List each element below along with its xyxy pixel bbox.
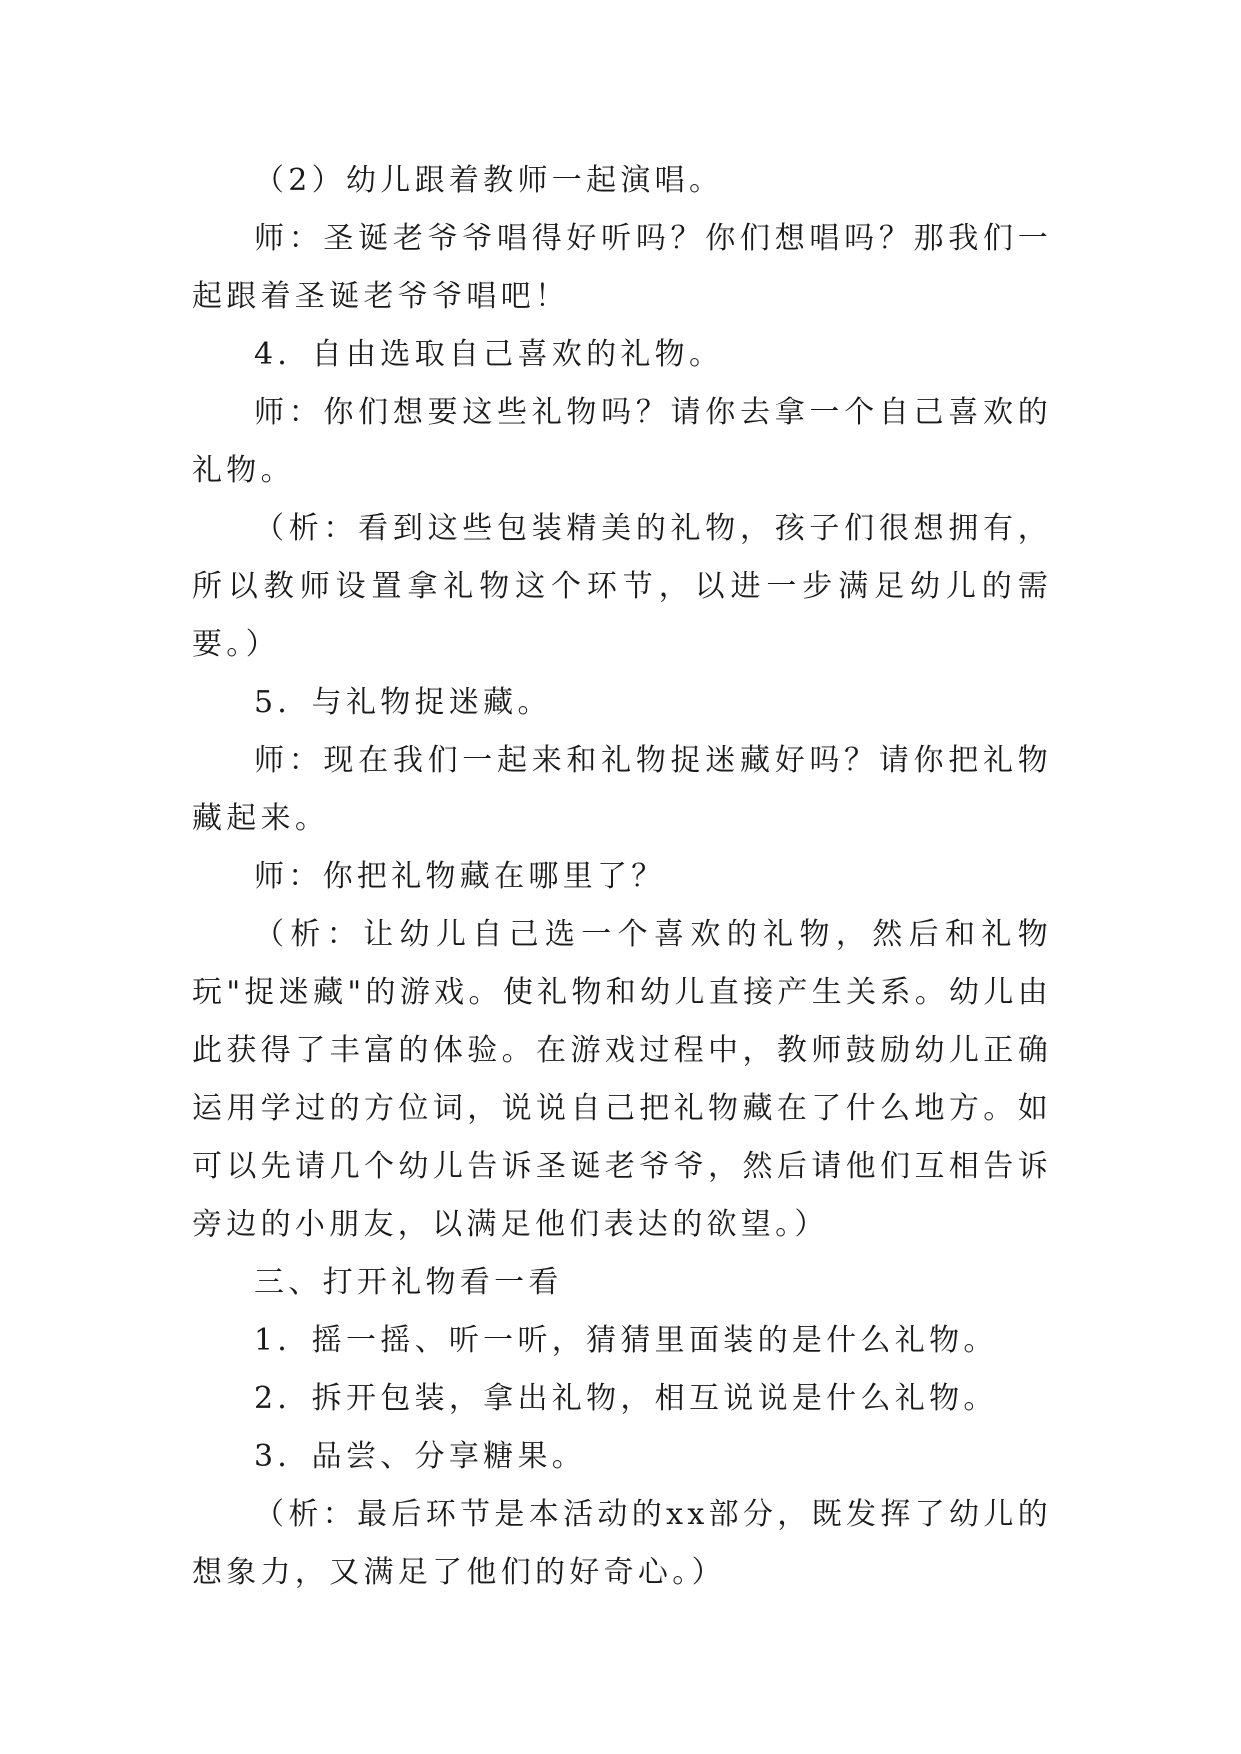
paragraph-step-4: 4．自由选取自己喜欢的礼物。 xyxy=(254,337,724,372)
paragraph-step-5: 5．与礼物捉迷藏。 xyxy=(254,685,552,720)
paragraph-singing: （2）幼儿跟着教师一起演唱。 xyxy=(254,163,724,198)
paragraph-item-3: 3．品尝、分享糖果。 xyxy=(254,1439,587,1474)
paragraph-item-2: 2．拆开包装，拿出礼物，相互说说是什么礼物。 xyxy=(254,1381,998,1416)
paragraph-teacher-hide: 师：现在我们一起来和礼物捉迷藏好吗？请你把礼物藏起来。 xyxy=(192,743,1052,836)
paragraph-analysis-1: （析：看到这些包装精美的礼物，孩子们很想拥有，所以教师设置拿礼物这个环节，以进一步满足幼儿的需要。） xyxy=(192,511,1052,662)
paragraph-analysis-3: （析：最后环节是本活动的xx部分，既发挥了幼儿的想象力，又满足了他们的好奇心。） xyxy=(192,1497,1052,1590)
paragraph-analysis-2: （析：让幼儿自己选一个喜欢的礼物，然后和礼物玩"捉迷藏"的游戏。使礼物和幼儿直接产生关系。幼儿由此获得了丰富的体验。在游戏过程中，教师鼓励幼儿正确运用学过的方位词，说说自己把礼物藏在了什么地方。如可以先请几个幼儿告诉圣诞老爷爷，然后请他们互相告诉旁边的小朋友，以满足他们表达的欲望。） xyxy=(192,917,1052,1242)
document-body xyxy=(192,152,1052,1602)
paragraph-item-1: 1．摇一摇、听一听，猜猜里面装的是什么礼物。 xyxy=(254,1323,998,1358)
paragraph-teacher-sing-along: 师：圣诞老爷爷唱得好听吗？你们想唱吗？那我们一起跟着圣诞老爷爷唱吧！ xyxy=(192,221,1052,314)
paragraph-teacher-gifts: 师：你们想要这些礼物吗？请你去拿一个自己喜欢的礼物。 xyxy=(192,395,1052,488)
section-heading-3: 三、打开礼物看一看 xyxy=(254,1265,563,1300)
paragraph-teacher-where: 师：你把礼物藏在哪里了？ xyxy=(254,859,666,894)
